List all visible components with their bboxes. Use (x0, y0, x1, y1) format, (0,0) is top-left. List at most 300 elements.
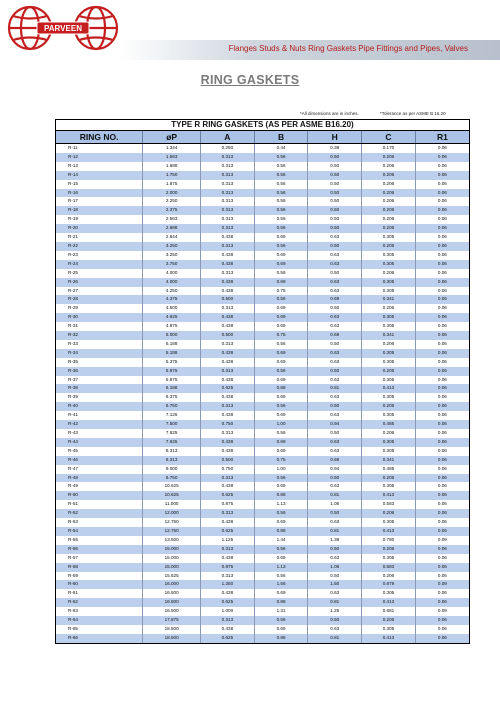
table-cell: 0.69 (254, 589, 308, 598)
table-cell: 0.81 (308, 634, 362, 643)
table-cell: 0.50 (308, 402, 362, 411)
table-row (56, 393, 469, 402)
table-cell: 0.06 (415, 438, 469, 447)
table-cell: 0.56 (254, 295, 308, 304)
ring-number-cell: R-46 (56, 456, 143, 465)
table-cell: 0.56 (254, 340, 308, 349)
table-cell: 0.305 (362, 278, 416, 287)
dimensions-note: *All dimensions are in inches. (300, 111, 359, 116)
table-cell: 0.06 (415, 465, 469, 474)
ring-number-cell: R-11 (56, 144, 143, 153)
table-cell: 0.206 (362, 242, 416, 251)
table-row (56, 598, 469, 607)
table-cell: 3.750 (143, 260, 201, 269)
table-cell: 0.50 (308, 224, 362, 233)
table-cell: 0.681 (362, 607, 416, 616)
tolerance-note: *Tolerance as per ASME B 16.20 (380, 111, 446, 116)
table-cell: 0.313 (201, 180, 255, 189)
table-cell: 0.63 (308, 625, 362, 634)
table-cell: 0.206 (362, 616, 416, 625)
ring-number-cell: R-17 (56, 197, 143, 206)
table-cell: 0.63 (308, 260, 362, 269)
table-cell: 0.88 (254, 527, 308, 536)
ring-number-cell: R-12 (56, 153, 143, 162)
table-cell: 0.50 (308, 367, 362, 376)
table-cell: 0.06 (415, 304, 469, 313)
table-cell: 0.50 (308, 162, 362, 171)
table-cell: 0.75 (254, 456, 308, 465)
table-cell: 2.688 (143, 224, 201, 233)
table-cell: 0.63 (308, 233, 362, 242)
table-cell: 0.313 (201, 429, 255, 438)
table-cell: 0.88 (254, 491, 308, 500)
ring-number-cell: R-20 (56, 224, 143, 233)
table-cell: 0.06 (415, 242, 469, 251)
table-row (56, 456, 469, 465)
table-cell: 0.305 (362, 518, 416, 527)
column-header: øP (143, 131, 201, 144)
table-cell: 0.313 (201, 572, 255, 581)
table-cell: 0.56 (254, 224, 308, 233)
ring-number-cell: R-60 (56, 580, 143, 589)
table-row (56, 376, 469, 385)
ring-number-cell: R-32 (56, 331, 143, 340)
table-cell: 0.500 (201, 331, 255, 340)
table-cell: 0.206 (362, 189, 416, 198)
ring-gasket-table-wrapper (55, 119, 470, 644)
table-cell: 8.313 (143, 456, 201, 465)
svg-text:PARVEEN: PARVEEN (44, 24, 82, 34)
table-cell: 6.375 (143, 393, 201, 402)
table-cell: 0.06 (415, 634, 469, 643)
table-cell: 0.88 (254, 384, 308, 393)
table-cell: 0.69 (254, 260, 308, 269)
table-cell: 0.305 (362, 233, 416, 242)
table-cell: 0.69 (254, 358, 308, 367)
table-cell: 0.305 (362, 482, 416, 491)
table-cell: 1.344 (143, 144, 201, 153)
ring-number-cell: R-66 (56, 634, 143, 643)
table-cell: 1.06 (308, 563, 362, 572)
table-row (56, 171, 469, 180)
ring-number-cell: R-57 (56, 554, 143, 563)
table-cell: 0.63 (308, 251, 362, 260)
table-cell: 0.56 (254, 180, 308, 189)
table-cell: 0.438 (201, 233, 255, 242)
table-cell: 0.69 (254, 376, 308, 385)
table-cell: 0.69 (254, 313, 308, 322)
table-cell: 0.09 (415, 536, 469, 545)
ring-number-cell: R-35 (56, 358, 143, 367)
ring-number-cell: R-19 (56, 215, 143, 224)
table-cell: 0.56 (254, 402, 308, 411)
table-cell: 0.81 (308, 598, 362, 607)
ring-number-cell: R-25 (56, 269, 143, 278)
table-cell: 0.206 (362, 509, 416, 518)
table-cell: 0.438 (201, 447, 255, 456)
table-cell: 12.750 (143, 518, 201, 527)
table-cell: 16.500 (143, 607, 201, 616)
table-cell: 1.13 (254, 500, 308, 509)
table-row (56, 322, 469, 331)
table-cell: 0.56 (254, 242, 308, 251)
table-cell: 2.250 (143, 197, 201, 206)
table-cell: 4.000 (143, 269, 201, 278)
table-cell: 0.438 (201, 625, 255, 634)
table-cell: 0.625 (201, 491, 255, 500)
table-cell: 5.875 (143, 367, 201, 376)
table-cell: 6.188 (143, 384, 201, 393)
table-cell: 0.625 (201, 634, 255, 643)
table-cell: 0.50 (308, 189, 362, 198)
ring-number-cell: R-45 (56, 447, 143, 456)
ring-number-cell: R-37 (56, 376, 143, 385)
table-cell: 3.250 (143, 251, 201, 260)
table-cell: 0.206 (362, 206, 416, 215)
table-cell: 0.625 (201, 384, 255, 393)
table-cell: 0.305 (362, 625, 416, 634)
table-cell: 0.500 (201, 295, 255, 304)
table-cell: 0.63 (308, 322, 362, 331)
table-cell: 0.500 (201, 456, 255, 465)
table-cell: 0.06 (415, 295, 469, 304)
ring-gasket-table (56, 120, 469, 643)
table-cell: 4.500 (143, 304, 201, 313)
table-cell: 0.341 (362, 456, 416, 465)
table-cell: 1.875 (143, 180, 201, 189)
table-cell: 0.313 (201, 474, 255, 483)
table-cell: 0.06 (415, 598, 469, 607)
table-cell: 0.06 (415, 625, 469, 634)
table-cell: 0.625 (201, 598, 255, 607)
table-cell: 0.206 (362, 304, 416, 313)
table-cell: 0.206 (362, 171, 416, 180)
table-row (56, 206, 469, 215)
table-cell: 0.50 (308, 215, 362, 224)
ring-number-cell: R-27 (56, 287, 143, 296)
ring-number-cell: R-31 (56, 322, 143, 331)
column-header: A (201, 131, 255, 144)
table-cell: 0.06 (415, 393, 469, 402)
table-row (56, 500, 469, 509)
table-cell: 4.375 (143, 295, 201, 304)
table-cell: 0.313 (201, 402, 255, 411)
table-cell: 0.313 (201, 153, 255, 162)
table-cell: 18.500 (143, 634, 201, 643)
table-cell: 0.313 (201, 162, 255, 171)
ring-number-cell: R-49 (56, 482, 143, 491)
table-cell: 0.50 (308, 474, 362, 483)
table-cell: 1.25 (308, 607, 362, 616)
table-cell: 0.780 (362, 536, 416, 545)
table-row (56, 251, 469, 260)
table-cell: 0.313 (201, 509, 255, 518)
ring-number-cell: R-23 (56, 251, 143, 260)
table-cell: 1.13 (254, 563, 308, 572)
table-cell: 0.413 (362, 527, 416, 536)
table-cell: 0.06 (415, 376, 469, 385)
table-cell: 0.50 (308, 616, 362, 625)
table-cell: 0.44 (254, 144, 308, 153)
table-row (56, 634, 469, 643)
table-cell: 1.563 (143, 153, 201, 162)
column-header: B (254, 131, 308, 144)
table-cell: 0.06 (415, 402, 469, 411)
table-cell: 0.879 (362, 580, 416, 589)
table-cell: 0.06 (415, 384, 469, 393)
table-row (56, 402, 469, 411)
table-cell: 0.50 (308, 572, 362, 581)
table-cell: 0.750 (201, 420, 255, 429)
ring-number-cell: R-41 (56, 411, 143, 420)
table-cell: 0.750 (201, 465, 255, 474)
table-cell: 18.500 (143, 625, 201, 634)
table-cell: 0.206 (362, 429, 416, 438)
table-row (56, 278, 469, 287)
table-cell: 0.69 (254, 278, 308, 287)
table-cell: 0.56 (254, 215, 308, 224)
ring-number-cell: R-63 (56, 607, 143, 616)
table-cell: 0.206 (362, 153, 416, 162)
table-cell: 0.06 (415, 429, 469, 438)
page-header (0, 0, 500, 62)
table-row (56, 384, 469, 393)
table-cell: 0.69 (308, 456, 362, 465)
table-cell: 5.188 (143, 340, 201, 349)
table-row (56, 527, 469, 536)
table-cell: 0.206 (362, 224, 416, 233)
ring-number-cell: R-29 (56, 304, 143, 313)
table-cell: 0.94 (308, 465, 362, 474)
table-row (56, 197, 469, 206)
ring-number-cell: R-52 (56, 509, 143, 518)
table-row (56, 482, 469, 491)
table-cell: 0.313 (201, 304, 255, 313)
table-cell: 0.06 (415, 509, 469, 518)
table-cell: 0.438 (201, 393, 255, 402)
table-row (56, 616, 469, 625)
table-cell: 0.313 (201, 269, 255, 278)
table-cell: 0.06 (415, 162, 469, 171)
table-cell: 4.875 (143, 322, 201, 331)
table-cell: 2.844 (143, 233, 201, 242)
table-cell: 15.000 (143, 545, 201, 554)
ring-number-cell: R-14 (56, 171, 143, 180)
table-row (56, 607, 469, 616)
ring-number-cell: R-53 (56, 518, 143, 527)
table-cell: 9.000 (143, 465, 201, 474)
table-cell: 12.750 (143, 527, 201, 536)
table-cell: 0.313 (201, 189, 255, 198)
table-cell: 0.06 (415, 287, 469, 296)
ring-number-cell: R-65 (56, 625, 143, 634)
table-cell: 1.250 (201, 580, 255, 589)
table-cell: 0.06 (415, 572, 469, 581)
table-cell: 0.50 (308, 171, 362, 180)
table-cell: 0.38 (308, 144, 362, 153)
table-row (56, 215, 469, 224)
table-cell: 0.69 (254, 482, 308, 491)
table-cell: 11.000 (143, 500, 201, 509)
table-cell: 0.206 (362, 474, 416, 483)
table-cell: 0.06 (415, 563, 469, 572)
ring-number-cell: R-16 (56, 189, 143, 198)
table-cell: 0.50 (308, 206, 362, 215)
table-cell: 0.50 (308, 153, 362, 162)
table-cell: 1.06 (308, 500, 362, 509)
table-body (56, 144, 469, 643)
table-cell: 0.69 (254, 393, 308, 402)
table-cell: 5.875 (143, 376, 201, 385)
table-cell: 1.750 (143, 171, 201, 180)
table-cell: 0.63 (308, 482, 362, 491)
ring-number-cell: R-40 (56, 402, 143, 411)
table-cell: 1.00 (254, 420, 308, 429)
table-cell: 0.06 (415, 206, 469, 215)
ring-number-cell: R-38 (56, 384, 143, 393)
table-cell: 0.06 (415, 153, 469, 162)
table-cell: 6.750 (143, 402, 201, 411)
table-cell: 0.313 (201, 340, 255, 349)
table-cell: 0.06 (415, 367, 469, 376)
table-cell: 0.06 (415, 589, 469, 598)
table-cell: 0.63 (308, 278, 362, 287)
table-cell: 0.06 (415, 171, 469, 180)
table-cell: 0.69 (254, 625, 308, 634)
table-cell: 0.206 (362, 197, 416, 206)
table-cell: 0.305 (362, 393, 416, 402)
table-cell: 0.69 (254, 438, 308, 447)
table-cell: 0.69 (254, 251, 308, 260)
table-cell: 0.63 (308, 313, 362, 322)
table-cell: 4.250 (143, 287, 201, 296)
table-cell: 0.63 (308, 447, 362, 456)
table-cell: 0.06 (415, 554, 469, 563)
table-cell: 0.06 (415, 215, 469, 224)
table-cell: 4.000 (143, 278, 201, 287)
table-cell: 0.875 (201, 500, 255, 509)
table-row (56, 580, 469, 589)
table-row (56, 572, 469, 581)
table-cell: 0.56 (254, 189, 308, 198)
table-cell: 0.06 (415, 456, 469, 465)
ring-number-cell: R-61 (56, 589, 143, 598)
table-cell: 0.69 (254, 322, 308, 331)
table-cell: 0.06 (415, 278, 469, 287)
table-cell: 4.625 (143, 313, 201, 322)
table-cell: 0.69 (254, 411, 308, 420)
table-cell: 0.206 (362, 367, 416, 376)
table-cell: 0.06 (415, 233, 469, 242)
table-cell: 1.50 (308, 580, 362, 589)
table-cell: 0.438 (201, 376, 255, 385)
table-cell: 0.56 (254, 269, 308, 278)
table-cell: 7.500 (143, 420, 201, 429)
table-cell: 0.305 (362, 313, 416, 322)
table-cell: 0.63 (308, 554, 362, 563)
table-cell: 0.413 (362, 384, 416, 393)
table-cell: 0.305 (362, 376, 416, 385)
table-cell: 0.206 (362, 215, 416, 224)
column-header: C (362, 131, 416, 144)
table-cell: 0.305 (362, 438, 416, 447)
table-row (56, 536, 469, 545)
table-cell: 0.06 (415, 518, 469, 527)
table-cell: 0.06 (415, 340, 469, 349)
table-notes (300, 111, 480, 116)
table-cell: 0.06 (415, 500, 469, 509)
ring-number-cell: R-43 (56, 429, 143, 438)
table-cell: 0.313 (201, 206, 255, 215)
table-cell: 0.06 (415, 358, 469, 367)
table-cell: 0.56 (254, 545, 308, 554)
table-cell: 0.206 (362, 545, 416, 554)
table-row (56, 340, 469, 349)
ring-number-cell: R-36 (56, 367, 143, 376)
table-cell: 1.44 (254, 536, 308, 545)
table-row (56, 304, 469, 313)
table-cell: 0.313 (201, 197, 255, 206)
table-row (56, 429, 469, 438)
table-cell: 0.94 (308, 420, 362, 429)
table-cell: 0.06 (415, 349, 469, 358)
table-cell: 0.305 (362, 349, 416, 358)
table-cell: 0.313 (201, 616, 255, 625)
table-row (56, 295, 469, 304)
table-row (56, 491, 469, 500)
table-cell: 0.625 (201, 527, 255, 536)
ring-number-cell: R-30 (56, 313, 143, 322)
table-cell: 7.625 (143, 438, 201, 447)
table-cell: 0.438 (201, 438, 255, 447)
parveen-logo (4, 2, 122, 54)
table-cell: 0.06 (415, 447, 469, 456)
table-row (56, 465, 469, 474)
table-cell: 0.206 (362, 572, 416, 581)
table-row (56, 474, 469, 483)
table-cell: 0.06 (415, 251, 469, 260)
table-row (56, 287, 469, 296)
table-cell: 0.50 (308, 180, 362, 189)
table-cell: 0.50 (308, 269, 362, 278)
table-header-row (56, 131, 469, 144)
table-row (56, 224, 469, 233)
table-cell: 0.413 (362, 634, 416, 643)
table-row (56, 349, 469, 358)
column-header: RING NO. (56, 131, 143, 144)
table-row (56, 242, 469, 251)
table-row (56, 545, 469, 554)
table-cell: 0.50 (308, 197, 362, 206)
column-header: H (308, 131, 362, 144)
table-cell: 0.56 (254, 367, 308, 376)
table-cell: 16.500 (143, 589, 201, 598)
column-header: R1 (415, 131, 469, 144)
ring-number-cell: R-59 (56, 572, 143, 581)
ring-number-cell: R-21 (56, 233, 143, 242)
table-cell: 0.485 (362, 465, 416, 474)
table-cell: 0.56 (254, 153, 308, 162)
table-row (56, 563, 469, 572)
table-cell: 2.000 (143, 189, 201, 198)
ring-number-cell: R-24 (56, 260, 143, 269)
table-cell: 0.69 (254, 447, 308, 456)
table-cell: 0.81 (308, 384, 362, 393)
table-cell: 0.50 (308, 304, 362, 313)
ring-number-cell: R-39 (56, 393, 143, 402)
table-cell: 0.305 (362, 411, 416, 420)
table-row (56, 554, 469, 563)
